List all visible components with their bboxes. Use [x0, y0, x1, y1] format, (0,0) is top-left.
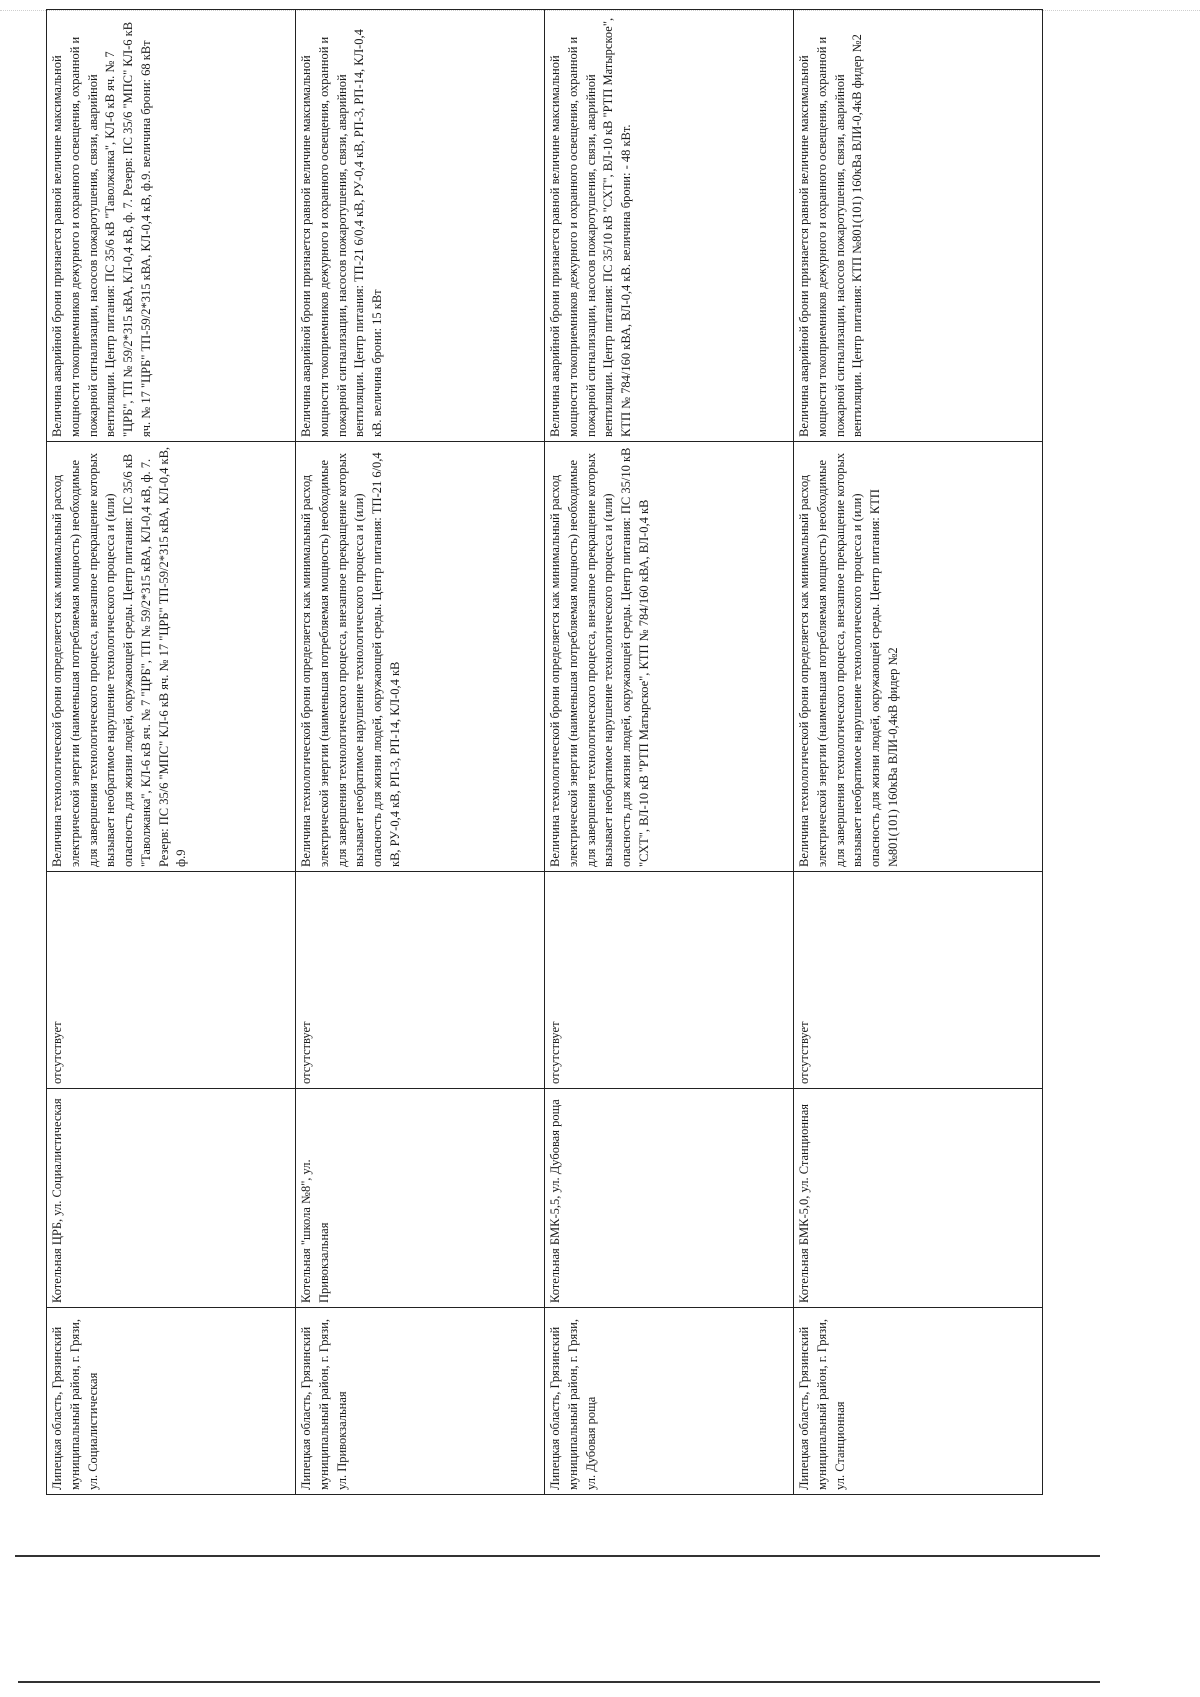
- status-cell: отсутствует: [794, 872, 1043, 1089]
- address-cell: Липецкая область, Грязинский муниципальный район, г. Грязи, ул. Станционная: [794, 1308, 1043, 1495]
- table-row: [47, 10, 296, 1495]
- technological-reserve-cell: Величина технологической брони определяется как минимальный расход электрической энергии (наименьшая потребляемая мощность) необходимые для завершения технологического процесса, внезапное прекращение которых вызывает необратимое нарушение технологического процесса и (или) опасность для жизни людей, окружающей среды. Центр питания: КТП №801(101) 160кВа ВЛИ-0,4кВ фидер №2: [794, 442, 1043, 872]
- emergency-reserve-cell: Величина аварийной брони признается равной величине максимальной мощности токоприемников дежурного и охранного освещения, охранной и пожарной сигнализации, насосов пожаротушения, связи, аварийной вентиляции. Центр питания: ПС 35/10 кВ "СХТ", ВЛ-10 кВ "РТП Матырское", КТП № 784/160 кВА, ВЛ-0,4 кВ. величина брони: - 48 кВт.: [545, 10, 794, 442]
- address-cell: Липецкая область, Грязинский муниципальный район, г. Грязи, ул. Социалистическая: [47, 1308, 296, 1495]
- table-row: [545, 10, 794, 1495]
- bottom-rule-upper: [15, 1555, 1100, 1557]
- technological-reserve-cell: Величина технологической брони определяется как минимальный расход электрической энергии (наименьшая потребляемая мощность) необходимые для завершения технологического процесса, внезапное прекращение которых вызывает необратимое нарушение технологического процесса и (или) опасность для жизни людей, окружающей среды. Центр питания: ПС 35/10 кВ "СХТ", ВЛ-10 кВ "РТП Матырское", КТП № 784/160 кВА, ВЛ-0,4 кВ: [545, 442, 794, 872]
- rotated-page: [46, 17, 1052, 1495]
- table-row: [296, 10, 545, 1495]
- emergency-reserve-cell: Величина аварийной брони признается равной величине максимальной мощности токоприемников дежурного и охранного освещения, охранной и пожарной сигнализации, насосов пожаротушения, связи, аварийной вентиляции. Центр питания: КТП №801(101) 160кВа ВЛИ-0,4кВ фидер №2: [794, 10, 1043, 442]
- address-cell: Липецкая область, Грязинский муниципальный район, г. Грязи, ул. Дубовая роща: [545, 1308, 794, 1495]
- bottom-rule-lower: [18, 1681, 1100, 1683]
- status-cell: отсутствует: [47, 872, 296, 1089]
- reserve-table: [46, 9, 1043, 1495]
- technological-reserve-cell: Величина технологической брони определяется как минимальный расход электрической энергии (наименьшая потребляемая мощность) необходимые для завершения технологического процесса, внезапное прекращение которых вызывает необратимое нарушение технологического процесса и (или) опасность для жизни людей, окружающей среды. Центр питания: ПС 35/6 кВ "Таволжанка", КЛ-6 кВ яч. № 7 "ЦРБ", ТП № 59/2*315 кВА, КЛ-0,4 кВ, ф. 7. Резерв: ПС 35/6 "МПС" КЛ-6 кВ яч. № 17 "ЦРБ" ТП-59/2*315 кВА, КЛ-0,4 кВ, ф.9: [47, 442, 296, 872]
- object-cell: Котельная БМК-5,5, ул. Дубовая роща: [545, 1089, 794, 1308]
- technological-reserve-cell: Величина технологической брони определяется как минимальный расход электрической энергии (наименьшая потребляемая мощность) необходимые для завершения технологического процесса, внезапное прекращение которых вызывает необратимое нарушение технологического процесса и (или) опасность для жизни людей, окружающей среды. Центр питания: ТП-21 6/0,4 кВ, РУ-0,4 кВ, РП-3, РП-14, КЛ-0,4 кВ: [296, 442, 545, 872]
- object-cell: Котельная "школа №8", ул. Привокзальная: [296, 1089, 545, 1308]
- status-cell: отсутствует: [545, 872, 794, 1089]
- status-cell: отсутствует: [296, 872, 545, 1089]
- emergency-reserve-cell: Величина аварийной брони признается равной величине максимальной мощности токоприемников дежурного и охранного освещения, охранной и пожарной сигнализации, насосов пожаротушения, связи, аварийной вентиляции. Центр питания: ТП-21 6/0,4 кВ, РУ-0,4 кВ, РП-3, РП-14, КЛ-0,4 кВ. величина брони: 15 кВт: [296, 10, 545, 442]
- object-cell: Котельная БМК-5,0, ул. Станционная: [794, 1089, 1043, 1308]
- emergency-reserve-cell: Величина аварийной брони признается равной величине максимальной мощности токоприемников дежурного и охранного освещения, охранной и пожарной сигнализации, насосов пожаротушения, связи, аварийной вентиляции. Центр питания: ПС 35/6 кВ "Таволжанка", КЛ-6 кВ яч. № 7 "ЦРБ", ТП № 59/2*315 кВА, КЛ-0,4 кВ, ф. 7. Резерв: ПС 35/6 "МПС" КЛ-6 кВ яч. № 17 "ЦРБ" ТП-59/2*315 кВА, КЛ-0,4 кВ, ф.9. величина брони: 68 кВт: [47, 10, 296, 442]
- address-cell: Липецкая область, Грязинский муниципальный район, г. Грязи, ул. Привокзальная: [296, 1308, 545, 1495]
- object-cell: Котельная ЦРБ, ул. Социалистическая: [47, 1089, 296, 1308]
- table-row: [794, 10, 1043, 1495]
